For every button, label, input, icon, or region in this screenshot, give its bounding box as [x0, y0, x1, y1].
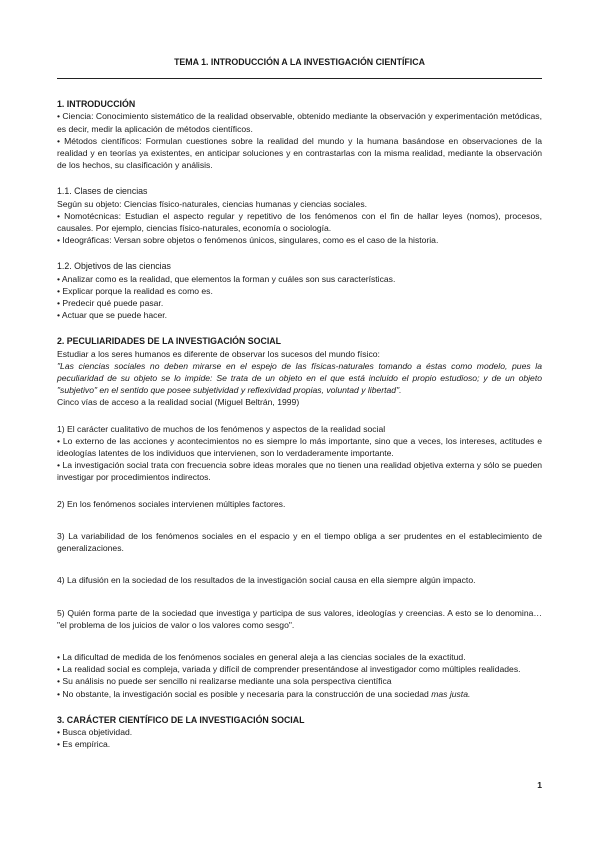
list-item: • La dificultad de medida de los fenómenos sociales en general aleja a las ciencias sociales de la exactitud. [57, 651, 466, 662]
list-item: • Es empírica. [57, 739, 111, 750]
document-title: TEMA 1. INTRODUCCIÓN A LA INVESTIGACIÓN CIENTÍFICA [174, 57, 425, 67]
paragraph-nomotecnicas: • Nomotécnicas: Estudian el aspecto regular y repetitivo de los fenómenos con el fin de hallar leyes (nomos), procesos, causales. Por ejemplo, ciencias físico-naturales, economía o sociología. [57, 210, 542, 234]
paragraph-ciencia: • Ciencia: Conocimiento sistemático de la realidad observable, obtenido mediante la observación y experimentación metódicas, es decir, medir la aplicación de métodos científicos. [57, 111, 542, 134]
section-extra-points [57, 651, 542, 700]
section-heading: 2. PECULIARIDADES DE LA INVESTIGACIÓN SOCIAL [57, 336, 282, 347]
section-heading: 1. INTRODUCCIÓN [57, 99, 136, 110]
list-item [57, 688, 542, 700]
page-number: 1 [537, 780, 542, 790]
subsection-heading: 1.2. Objetivos de las ciencias [57, 261, 171, 272]
list-item-emphasis: mas justa. [431, 688, 471, 699]
via-text: 4) La difusión en la sociedad de los resultados de la investigación social causa en ella siempre algún impacto. [57, 575, 476, 586]
list-item-text: • No obstante, la investigación social es posible y necesaria para la construcción de una sociedad [57, 688, 432, 699]
section-peculiaridades [57, 335, 542, 408]
via-5 [57, 607, 542, 631]
section-clases [57, 185, 542, 246]
list-item: • Analizar como es la realidad, que elementos la forman y cuáles son sus características. [57, 273, 396, 284]
via-2 [57, 498, 542, 510]
title-divider [57, 78, 542, 79]
paragraph-segun-objeto: Según su objeto: Ciencias físico-naturales, ciencias humanas y ciencias sociales. [57, 198, 368, 209]
via-4 [57, 574, 542, 586]
via-heading: 1) El carácter cualitativo de muchos de los fenómenos y aspectos de la realidad social [57, 423, 386, 434]
list-item: • La investigación social trata con frecuencia sobre ideas morales que no tienen una realidad objetiva externa y sólo se pueden investigar por procedimientos indirectos. [57, 460, 542, 483]
section-caracter [57, 714, 542, 751]
quote-block: "Las ciencias sociales no deben mirarse en el espejo de las físicas-naturales tomando a éstas como modelo, pues la peculiaridad de su objeto se lo impide: Se trata de un objeto en el que está incluido el propio estudioso; y de un objeto "subjetivo" en el sentido que posee subjetividad y reflexividad propias, voluntad y libertad". [57, 360, 542, 396]
list-item: • La realidad social es compleja, variada y difícil de comprender presentándose al investigador como múltiples realidades. [57, 664, 521, 675]
list-item: • Predecir qué puede pasar. [57, 298, 164, 309]
list-item: • Busca objetividad. [57, 726, 133, 737]
list-item: • Su análisis no puede ser sencillo ni realizarse mediante una sola perspectiva científica [57, 676, 392, 687]
subsection-heading: 1.1. Clases de ciencias [57, 186, 148, 197]
via-text: 3) La variabilidad de los fenómenos sociales en el espacio y en el tiempo obliga a ser prudentes en el establecimiento de generalizaciones. [57, 530, 542, 554]
list-item: • Explicar porque la realidad es como es. [57, 285, 213, 296]
paragraph-cinco-vias: Cinco vías de acceso a la realidad social (Miguel Beltrán, 1999) [57, 397, 300, 408]
paragraph-intro: Estudiar a los seres humanos es diferente de observar los sucesos del mundo físico: [57, 348, 380, 359]
list-item: • Lo externo de las acciones y acontecimientos no es siempre lo más importante, sino que a veces, los intereses, actitudes e ideologías latentes de los individuos que intervienen, son lo verdaderamente importante. [57, 435, 542, 459]
via-1 [57, 423, 542, 484]
via-text: 2) En los fenómenos sociales intervienen múltiples factores. [57, 498, 286, 509]
paragraph-metodos: • Métodos científicos: Formulan cuestiones sobre la realidad del mundo y la humana basándose en observaciones de la realidad y en teorías ya existentes, en anticipar soluciones y en contrastarlas con la misma realidad, mediante la observación de los hechos, su clasificación y análisis. [57, 135, 542, 171]
list-item: • Actuar que se puede hacer. [57, 310, 168, 321]
via-text: 5) Quién forma parte de la sociedad que investiga y participa de sus valores, ideologías y creencias. A esto se lo denomina… "el problema de los juicios de valor o los valores como sesgo". [57, 607, 542, 630]
section-objetivos [57, 260, 542, 321]
paragraph-ideograficas: • Ideográficas: Versan sobre objetos o fenómenos únicos, singulares, como es el caso de la historia. [57, 235, 439, 246]
section-introduccion [57, 98, 542, 171]
section-heading: 3. CARÁCTER CIENTÍFICO DE LA INVESTIGACIÓN SOCIAL [57, 714, 305, 725]
via-3 [57, 530, 542, 554]
